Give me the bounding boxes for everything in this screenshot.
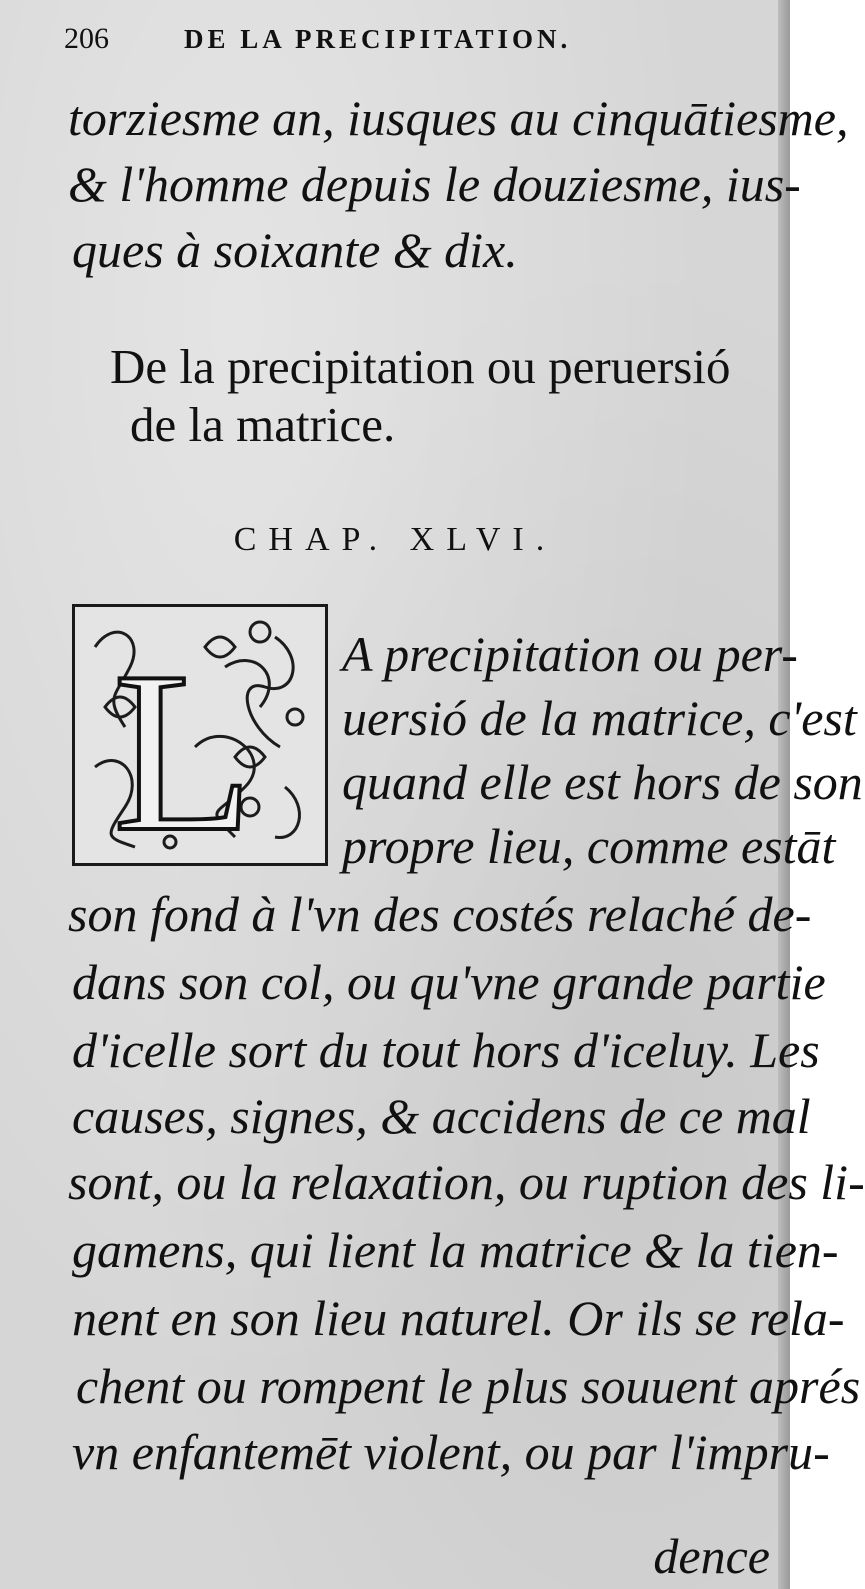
floral-initial-icon [72, 604, 328, 879]
text-line: ques à soixante & dix. [72, 222, 518, 278]
text-line: torziesme an, iusques au cinquātiesme, [68, 90, 849, 146]
section-heading [110, 338, 760, 454]
text-line: sont, ou la relaxation, ou ruption des li- [68, 1154, 865, 1210]
running-head [64, 22, 704, 62]
heading-line: de la matrice. [130, 397, 396, 452]
text-line: chent ou rompent le plus souuent aprés [76, 1358, 861, 1414]
chapter-label: CHAP. XLVI. [233, 521, 557, 558]
page-number: 206 [64, 22, 109, 55]
text-line: gamens, qui lient la matrice & la tien- [72, 1222, 839, 1278]
text-line: d'icelle sort du tout hors d'iceluy. Les [72, 1022, 820, 1078]
text-line: uersió de la matrice, c'est [342, 690, 857, 746]
text-line: vn enfantemēt violent, ou par l'impru- [72, 1424, 830, 1480]
heading-line: De la precipitation ou peruersió [110, 339, 731, 394]
text-line: dans son col, ou qu'vne grande partie [72, 954, 826, 1010]
text-line: propre lieu, comme estāt [342, 818, 836, 874]
text-line: causes, signes, & accidens de ce mal [72, 1088, 811, 1144]
text-line: & l'homme depuis le douziesme, ius- [68, 156, 801, 212]
text-line: A precipitation ou per- [342, 626, 798, 682]
drop-cap-letter: L [113, 624, 254, 879]
drop-cap-art [75, 607, 325, 879]
catchword: dence [653, 1528, 770, 1584]
text-line: son fond à l'vn des costés relaché de- [68, 886, 812, 942]
running-title: DE LA PRECIPITATION. [184, 24, 572, 54]
text-line: quand elle est hors de son [342, 754, 863, 810]
text-line: nent en son lieu naturel. Or ils se rela- [72, 1290, 845, 1346]
